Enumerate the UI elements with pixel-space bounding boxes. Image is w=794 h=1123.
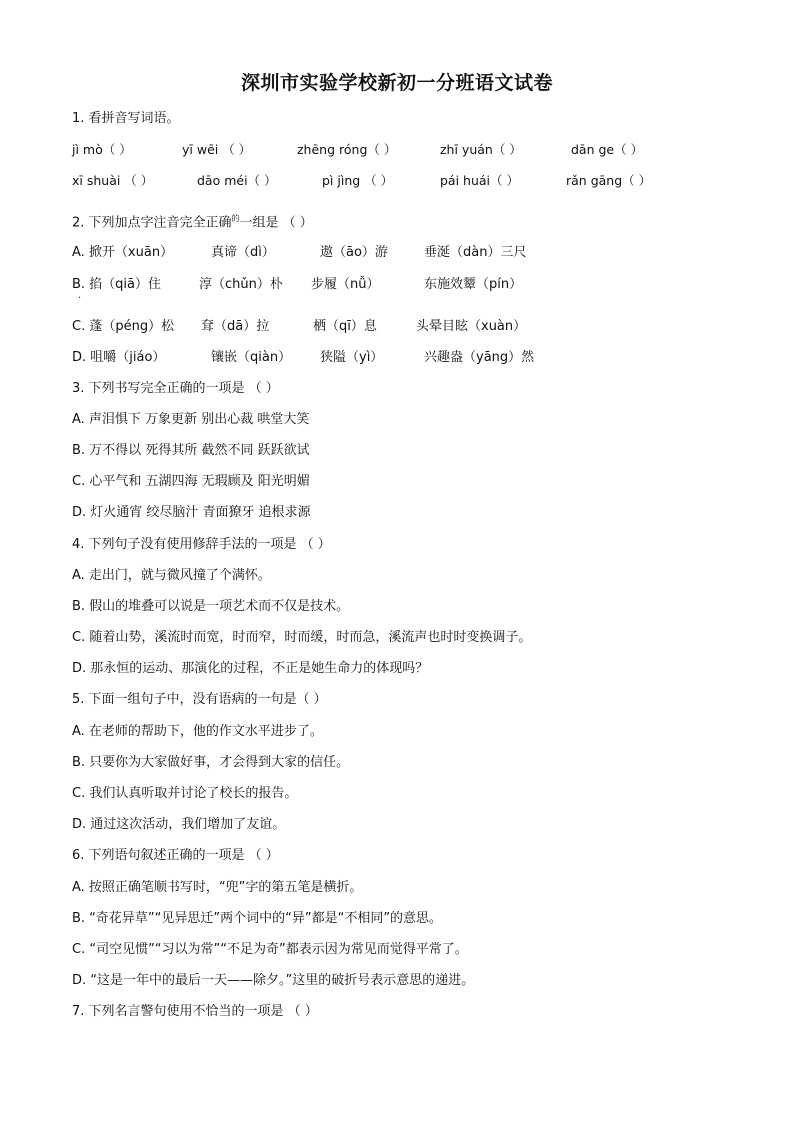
q2-stem-mark: 的 <box>231 214 240 223</box>
q5-option-c: C. 我们认真听取并讨论了校长的报告。 <box>72 786 298 801</box>
q2-option-a-2: 真谛（dì） <box>211 245 275 260</box>
q6-option-d: D. “这是一年中的最后一天——除夕。”这里的破折号表示意思的递进。 <box>72 973 475 988</box>
q5-option-b: B. 只要你为大家做好事，才会得到大家的信任。 <box>72 755 350 770</box>
q4-stem: 4. 下列句子没有使用修辞手法的一项是 （ ） <box>72 537 331 552</box>
q5-stem: 5. 下面一组句子中，没有语病的一句是（ ） <box>72 692 327 707</box>
q3-option-c: C. 心平气和 五湖四海 无瑕顾及 阳光明媚 <box>72 474 310 489</box>
q1-pinyin-xishuai: xī shuài （ ） <box>72 173 154 188</box>
q3-option-d: D. 灯火通宵 绞尽脑汁 青面獠牙 追根求源 <box>72 505 311 520</box>
q4-option-c: C. 随着山势，溪流时而宽，时而窄，时而缓，时而急，溪流声也时时变换调子。 <box>72 630 532 645</box>
q2-option-d-2: 镶嵌（qiàn） <box>211 350 292 365</box>
q3-stem: 3. 下列书写完全正确的一项是 （ ） <box>72 381 279 396</box>
q3-option-a: A. 声泪惧下 万象更新 别出心裁 哄堂大笑 <box>72 412 310 427</box>
q1-pinyin-daomei: dāo méi（ ） <box>197 173 277 188</box>
q2-option-c-4: 头晕目眩（xuàn） <box>416 319 527 334</box>
q1-pinyin-dange: dān ge（ ） <box>571 142 644 157</box>
q1-pinyin-zhengrong: zhēng róng（ ） <box>297 142 397 157</box>
q2-option-c-1: C. 蓬（péng）松 <box>72 319 175 334</box>
q2-option-c-3: 栖（qī）息 <box>313 319 377 334</box>
q2-option-d-1: D. 咀嚼（jiáo） <box>72 350 166 365</box>
q5-option-d: D. 通过这次活动，我们增加了友谊。 <box>72 817 286 832</box>
q1-pinyin-jimo: jì mò（ ） <box>72 142 132 157</box>
q6-option-b: B. “奇花异草”“见异思迁”两个词中的“异”都是“不相同”的意思。 <box>72 911 443 926</box>
q5-option-a: A. 在老师的帮助下，他的作文水平进步了。 <box>72 724 323 739</box>
q1-pinyin-rangang: rǎn gāng（ ） <box>566 173 652 188</box>
q2-stem-pre: 2. 下列加点字注音完全正确 <box>72 215 232 231</box>
q4-option-a: A. 走出门，就与微风撞了个满怀。 <box>72 568 271 583</box>
q2-option-b-4: 东施效颦（pín） <box>424 277 523 292</box>
q3-option-b: B. 万不得以 死得其所 截然不同 跃跃欲试 <box>72 443 310 458</box>
q6-option-a: A. 按照正确笔顺书写时，“兜”字的第五笔是横折。 <box>72 880 363 895</box>
q2-option-a-4: 垂涎（dàn）三尺 <box>424 245 527 260</box>
q2-option-d-4: 兴趣盎（yāng）然 <box>424 350 535 365</box>
q2-stem <box>72 210 313 232</box>
q2-stem-post: 一组是 （ ） <box>239 215 313 231</box>
q7-stem: 7. 下列名言警句使用不恰当的一项是 （ ） <box>72 1004 318 1019</box>
page-title: 深圳市实验学校新初一分班语文试卷 <box>240 72 553 94</box>
q2-option-b-1: B. 掐（qiā）住 <box>72 277 162 292</box>
q4-option-b: B. 假山的堆叠可以说是一项艺术而不仅是技术。 <box>72 599 350 614</box>
q2-option-b-dot: · <box>78 293 82 304</box>
q2-option-c-2: 耷（dā）拉 <box>201 319 270 334</box>
q1-pinyin-paihuai: pái huái（ ） <box>440 173 519 188</box>
q6-stem: 6. 下列语句叙述正确的一项是 （ ） <box>72 848 279 863</box>
q1-pinyin-yiwei: yī wēi （ ） <box>182 142 252 157</box>
q1-stem: 1. 看拼音写词语。 <box>72 111 180 126</box>
q1-pinyin-pijing: pì jìng （ ） <box>322 173 394 188</box>
q1-pinyin-zhiyuan: zhī yuán（ ） <box>440 142 522 157</box>
q2-option-b-2: 淳（chǔn）朴 <box>199 277 283 292</box>
q6-option-c: C. “司空见惯”“习以为常”“不足为奇”都表示因为常见而觉得平常了。 <box>72 942 468 957</box>
q4-option-d: D. 那永恒的运动、那演化的过程，不正是她生命力的体现吗？ <box>72 661 429 676</box>
q2-option-a-3: 遨（āo）游 <box>320 245 388 260</box>
q2-option-d-3: 狭隘（yì） <box>320 350 384 365</box>
q2-option-b-3: 步履（nǚ） <box>311 277 380 292</box>
q2-option-a-1: A. 掀开（xuān） <box>72 245 174 260</box>
